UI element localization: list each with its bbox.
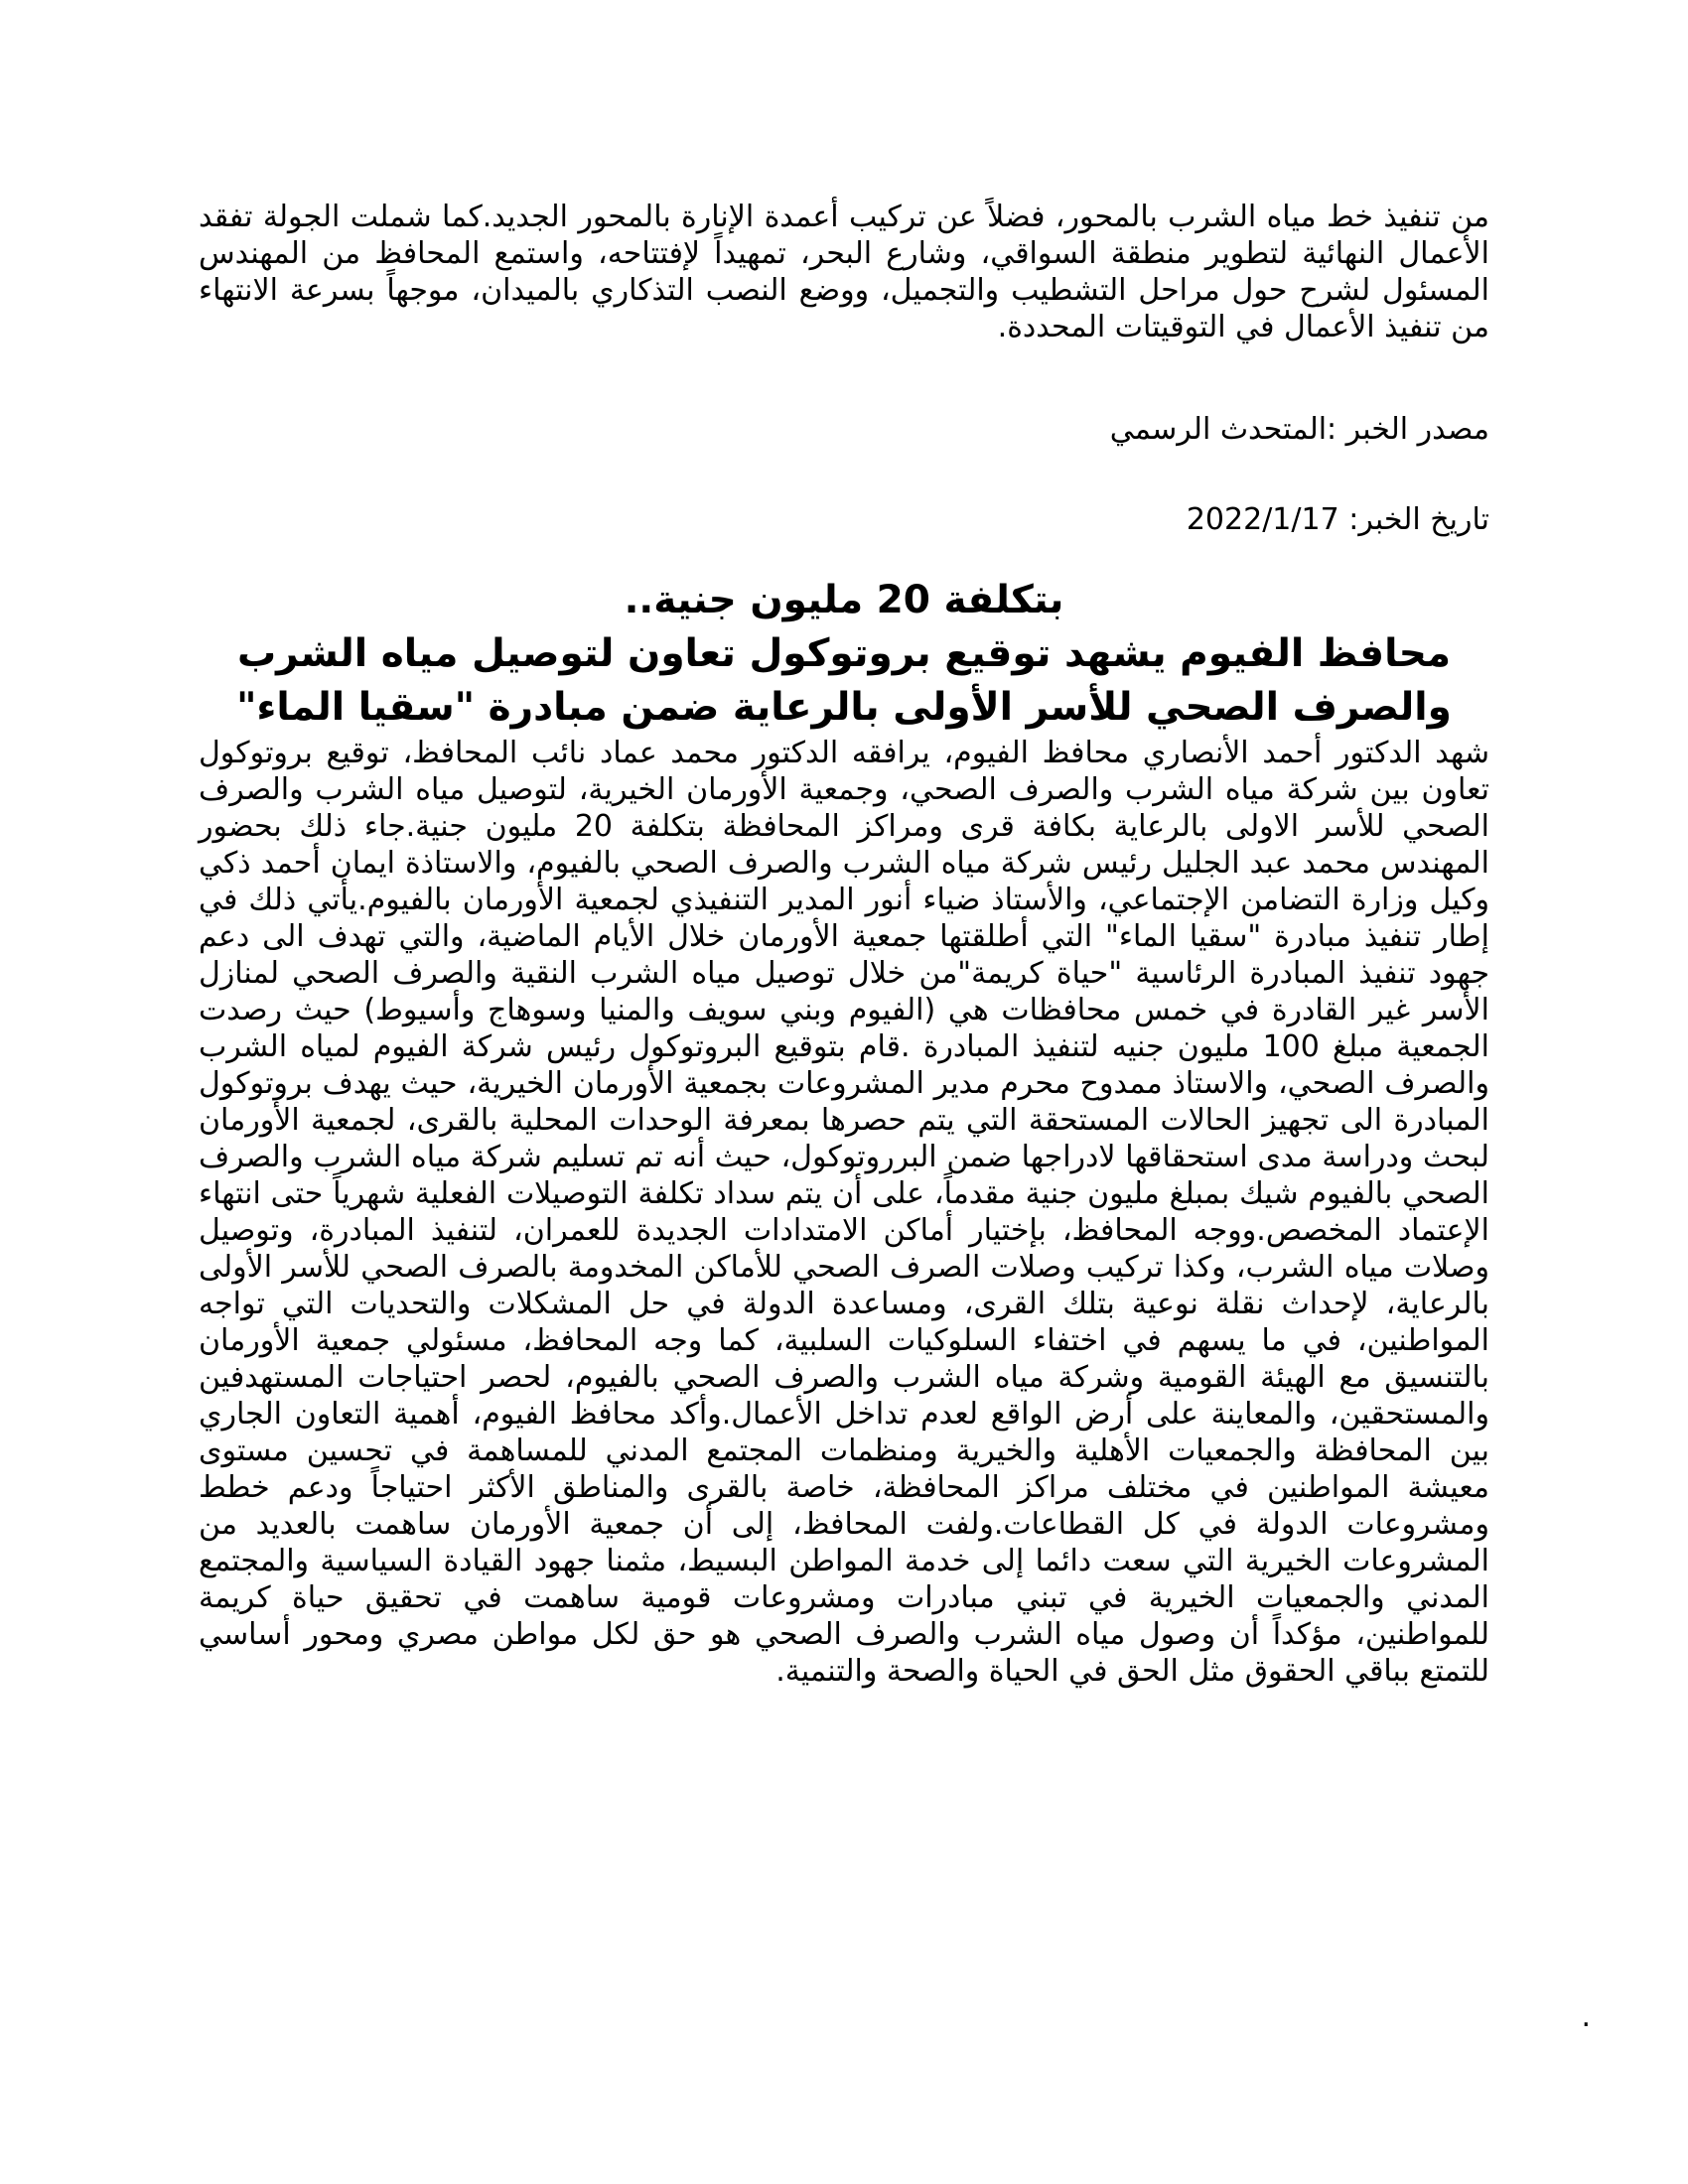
news-source: مصدر الخبر :المتحدث الرسمي [1109,412,1489,447]
headline-block [199,574,1489,735]
intro-paragraph: من تنفيذ خط مياه الشرب بالمحور، فضلاً عن تركيب أعمدة الإنارة بالمحور الجديد.كما شملت الجولة تفقد الأعمال النهائية لتطوير منطقة السواقي، وشارع البحر، تمهيداً لإفتتاحه، واستمع المحافظ من المهندس المسئول لشرح حول مراحل التشطيب والتجميل، ووضع النصب التذكاري بالميدان، موجهاً بسرعة الانتهاء من تنفيذ الأعمال في التوقيتات المحددة. [199,200,1489,344]
headline-line-2: محافظ الفيوم يشهد توقيع بروتوكول تعاون لتوصيل مياه الشرب والصرف الصحي للأسر الأولى بالرعاية ضمن مبادرة "سقيا الماء" [236,631,1452,730]
news-date: تاريخ الخبر: 2022/1/17 [1186,502,1489,537]
document-page [199,199,1489,1690]
article-body: شهد الدكتور أحمد الأنصاري محافظ الفيوم، يرافقه الدكتور محمد عماد نائب المحافظ، توقيع بروتوكول تعاون بين شركة مياه الشرب والصرف الصحي، وجمعية الأورمان الخيرية، لتوصيل مياه الشرب والصرف الصحي للأسر الاولى بالرعاية بكافة قرى ومراكز المحافظة بتكلفة 20 مليون جنية.جاء ذلك بحضور المهندس محمد عبد الجليل رئيس شركة مياه الشرب والصرف الصحي بالفيوم، والاستاذة ايمان أحمد ذكي وكيل وزارة التضامن الإجتماعي، والأستاذ ضياء أنور المدير التنفيذي لجمعية الأورمان بالفيوم.يأتي ذلك في إطار تنفيذ مبادرة "سقيا الماء" التي أطلقتها جمعية الأورمان خلال الأيام الماضية، والتي تهدف الى دعم جهود تنفيذ المبادرة الرئاسية "حياة كريمة"من خلال توصيل مياه الشرب النقية والصرف الصحي لمنازل الأسر غير القادرة في خمس محافظات هي (الفيوم وبني سويف والمنيا وسوهاج وأسيوط) حيث رصدت الجمعية مبلغ 100 مليون جنيه لتنفيذ المبادرة .قام بتوقيع البروتوكول رئيس شركة الفيوم لمياه الشرب والصرف الصحي، والاستاذ ممدوح محرم مدير المشروعات بجمعية الأورمان الخيرية، حيث يهدف بروتوكول المبادرة الى تجهيز الحالات المستحقة التي يتم حصرها بمعرفة الوحدات المحلية بالقرى، لجمعية الأورمان لبحث ودراسة مدى استحقاقها لادراجها ضمن البرروتوكول، حيث أنه تم تسليم شركة مياه الشرب والصرف الصحي بالفيوم شيك بمبلغ مليون جنية مقدماً، على أن يتم سداد تكلفة التوصيلات الفعلية شهرياً حتى انتهاء الإعتماد المخصص.ووجه المحافظ، بإختيار أماكن الامتدادات الجديدة للعمران، لتنفيذ المبادرة، وتوصيل وصلات مياه الشرب، وكذا تركيب وصلات الصرف الصحي للأماكن المخدومة بالصرف الصحي للأسر الأولى بالرعاية، لإحداث نقلة نوعية بتلك القرى، ومساعدة الدولة في حل المشكلات والتحديات التي تواجه المواطنين، في ما يسهم في اختفاء السلوكيات السلبية، كما وجه المحافظ، مسئولي جمعية الأورمان بالتنسيق مع الهيئة القومية وشركة مياه الشرب والصرف الصحي بالفيوم، لحصر احتياجات المستهدفين والمستحقين، والمعاينة على أرض الواقع لعدم تداخل الأعمال.وأكد محافظ الفيوم، أهمية التعاون الجاري بين المحافظة والجمعيات الأهلية والخيرية ومنظمات المجتمع المدني للمساهمة في تحسين مستوى معيشة المواطنين في مختلف مراكز المحافظة، خاصة بالقرى والمناطق الأكثر احتياجاً ودعم خطط ومشروعات الدولة في كل القطاعات.ولفت المحافظ، إلى أن جمعية الأورمان ساهمت بالعديد من المشروعات الخيرية التي سعت دائما إلى خدمة المواطن البسيط، مثمنا جهود القيادة السياسية والمجتمع المدني والجمعيات الخيرية في تبني مبادرات ومشروعات قومية ساهمت في تحقيق حياة كريمة للمواطنين، مؤكداً أن وصول مياه الشرب والصرف الصحي هو حق لكل مواطن مصري ومحور أساسي للتمتع بباقي الحقوق مثل الحق في الحياة والصحة والتنمية. [199,736,1490,1689]
headline-line-1: بتكلفة 20 مليون جنية.. [624,578,1064,622]
trailing-mark: . [1581,1999,1591,2034]
